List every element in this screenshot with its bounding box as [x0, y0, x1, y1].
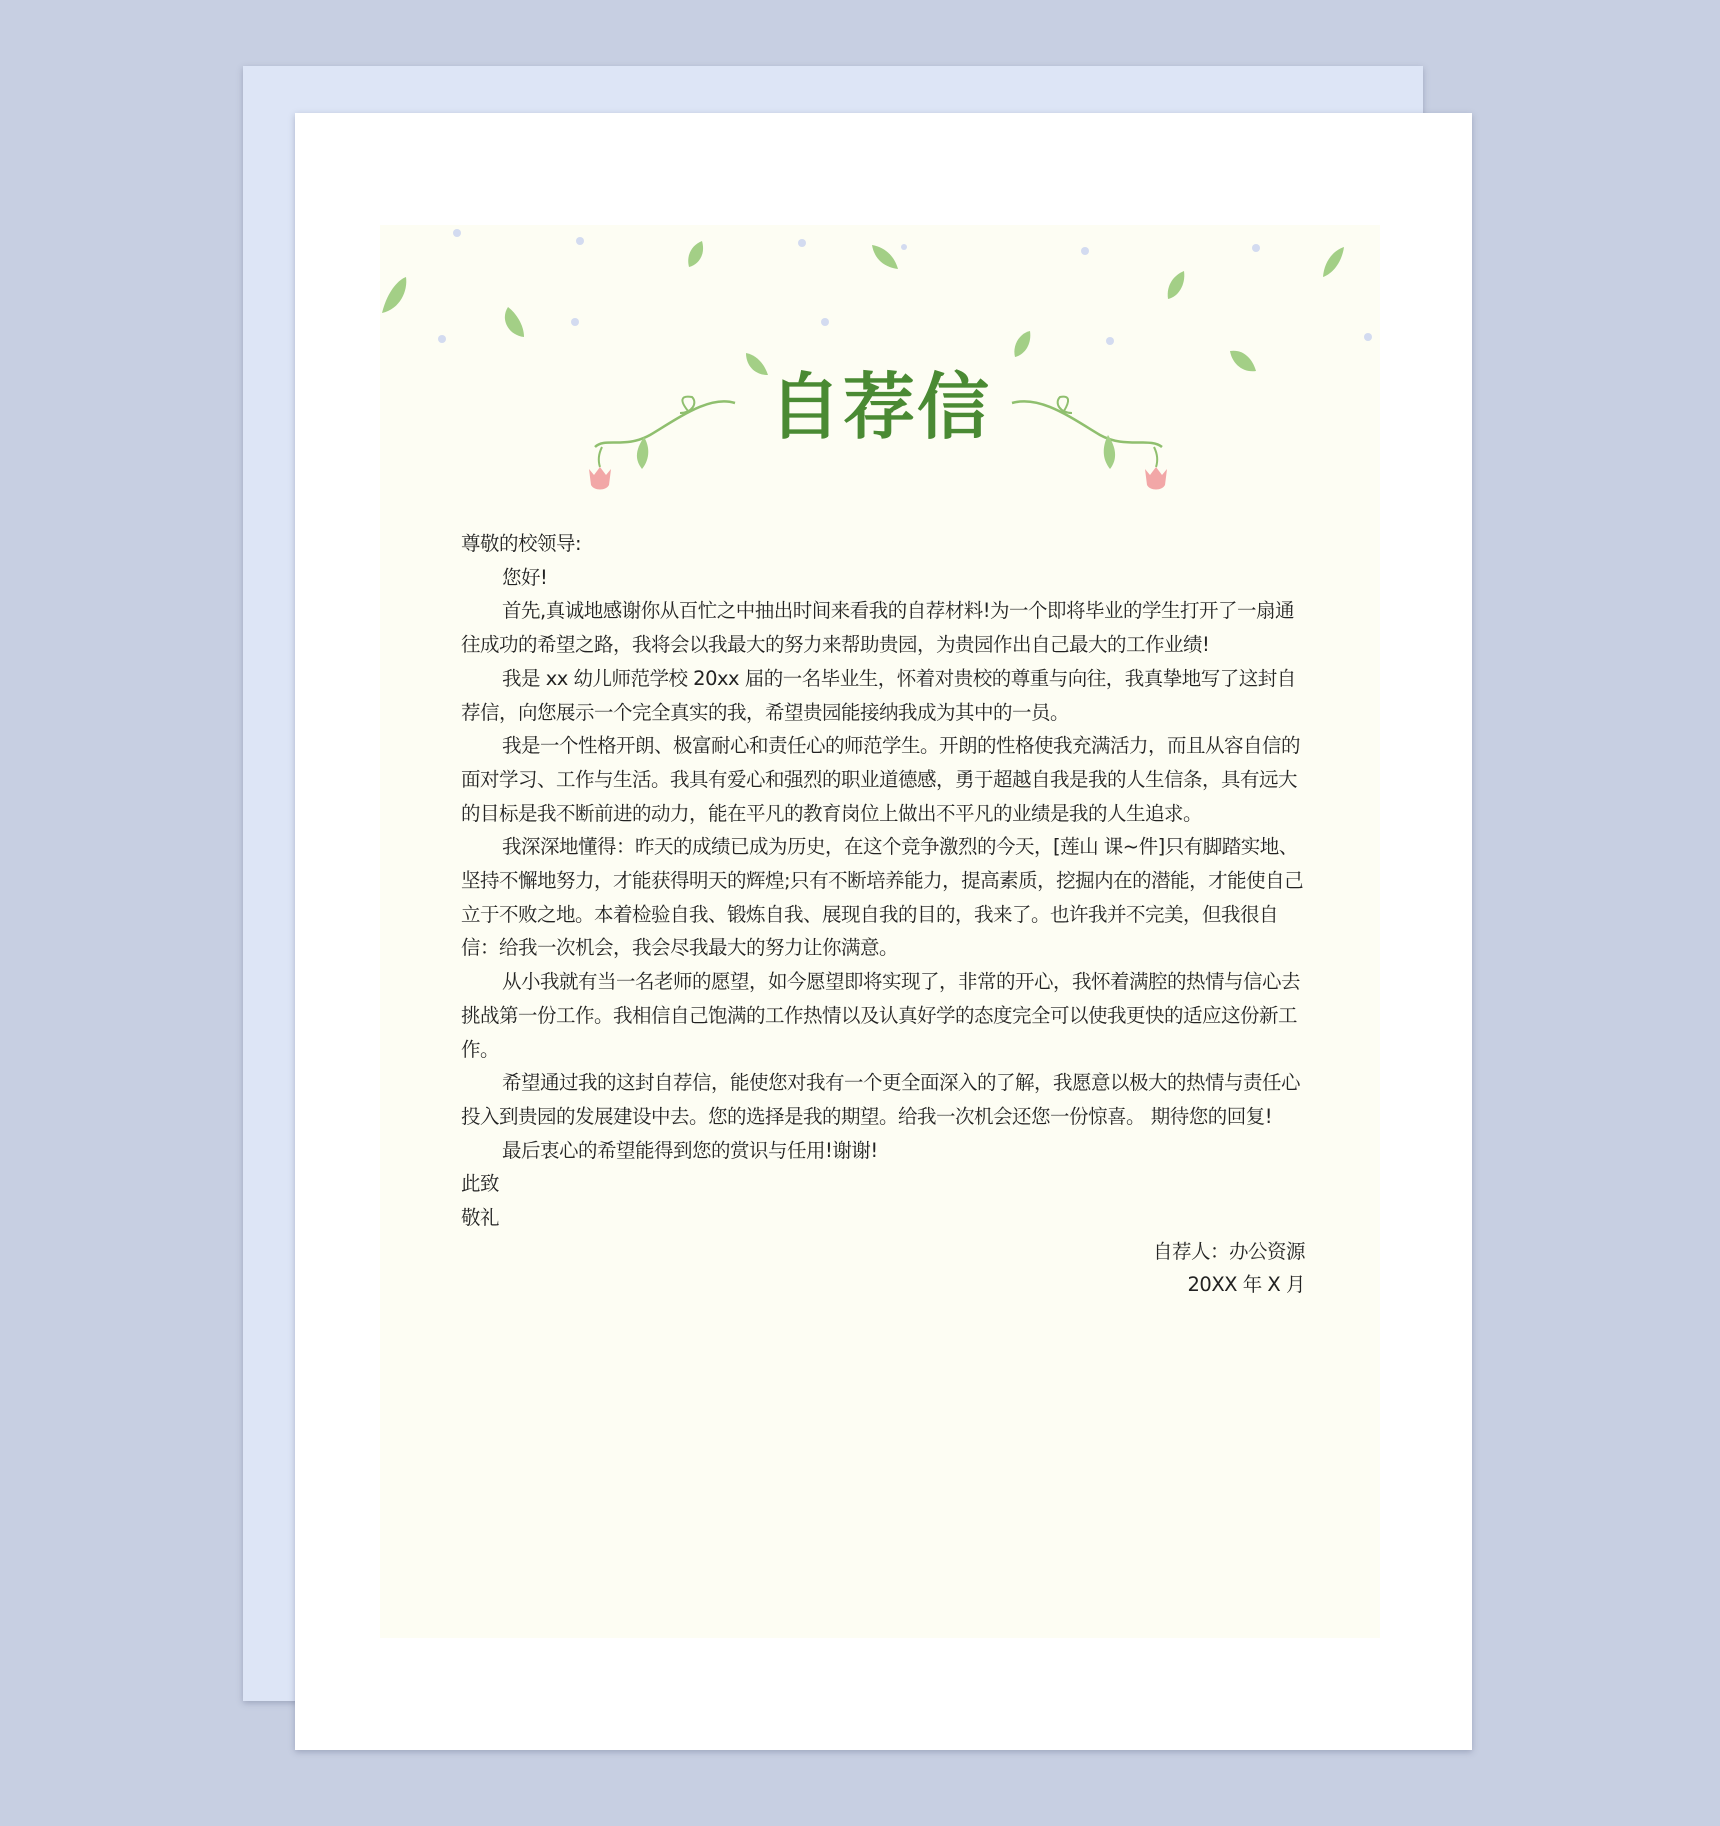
leaf-icon: [1230, 351, 1256, 372]
leaf-icon: [382, 277, 406, 313]
letter-area: [380, 225, 1380, 1638]
letter-paragraph: 希望通过我的这封自荐信，能使您对我有一个更全面深入的了解，我愿意以极大的热情与责任心投入到贵园的发展建设中去。您的选择是我的期望。给我一次机会还您一份惊喜。 期待您的回复!: [461, 1071, 1301, 1128]
letter-closing: 此致: [461, 1172, 500, 1196]
tulip-flower-icon: [589, 467, 611, 490]
letter-paragraph: 最后衷心的希望能得到您的赏识与任用!谢谢!: [502, 1138, 878, 1162]
leaf-icon: [505, 307, 524, 337]
letter-paragraph: 我是 xx 幼儿师范学校 20xx 届的一名毕业生，怀着对贵校的尊重与向往，我真挚地写了这封自荐信，向您展示一个完全真实的我，希望贵园能接纳我成为其中的一员。: [461, 666, 1296, 724]
letter-body: [461, 527, 1305, 1302]
dot-decoration-icon: [438, 229, 1372, 345]
tulip-flower-icon: [1145, 467, 1167, 490]
letter-closing-regards: 敬礼: [461, 1206, 500, 1230]
leaf-icon: [1323, 247, 1344, 277]
letter-paragraph: 从小我就有当一名老师的愿望，如今愿望即将实现了，非常的开心，我怀着满腔的热情与信心去挑战第一份工作。我相信自己饱满的工作热情以及认真好学的态度完全可以使我更快的适应这份新工作。: [461, 970, 1301, 1061]
letter-salutation: 尊敬的校领导:: [461, 532, 582, 555]
leaf-icon: [1168, 271, 1185, 299]
letter-paragraph: 首先,真诚地感谢你从百忙之中抽出时间来看我的自荐材料!为一个即将毕业的学生打开了一扇通往成功的希望之路，我将会以我最大的努力来帮助贵园，为贵园作出自己最大的工作业绩!: [461, 599, 1295, 657]
letter-greeting: 您好!: [502, 565, 548, 589]
leaf-icon: [688, 241, 703, 267]
paper-sheet: [295, 113, 1472, 1750]
leaf-icon: [872, 245, 898, 269]
letter-signature: 自荐人：办公资源: [1152, 1239, 1305, 1263]
letter-paragraph: 我是一个性格开朗、极富耐心和责任心的师范学生。开朗的性格使我充满活力，而且从容自信的面对学习、工作与生活。我具有爱心和强烈的职业道德感，勇于超越自我是我的人生信条，具有远大的目标是我不断前进的动力，能在平凡的教育岗位上做出不平凡的业绩是我的人生追求。: [461, 734, 1301, 825]
leaf-icon: [1014, 331, 1030, 357]
letter-date: 20XX 年 X 月: [1187, 1273, 1305, 1297]
letter-paragraph: 我深深地懂得：昨天的成绩已成为历史，在这个竞争激烈的今天，[莲山 课~件]只有脚踏实地、坚持不懈地努力，才能获得明天的辉煌;只有不断培养能力，提高素质，挖掘内在的潜能，才能使自己立于不败之地。本着检验自我、锻炼自我、展现自我的目的，我来了。也许我并不完美，但我很自信：给我一次机会，我会尽我最大的努力让你满意。: [461, 835, 1304, 960]
letter-title: 自荐信: [768, 365, 991, 449]
